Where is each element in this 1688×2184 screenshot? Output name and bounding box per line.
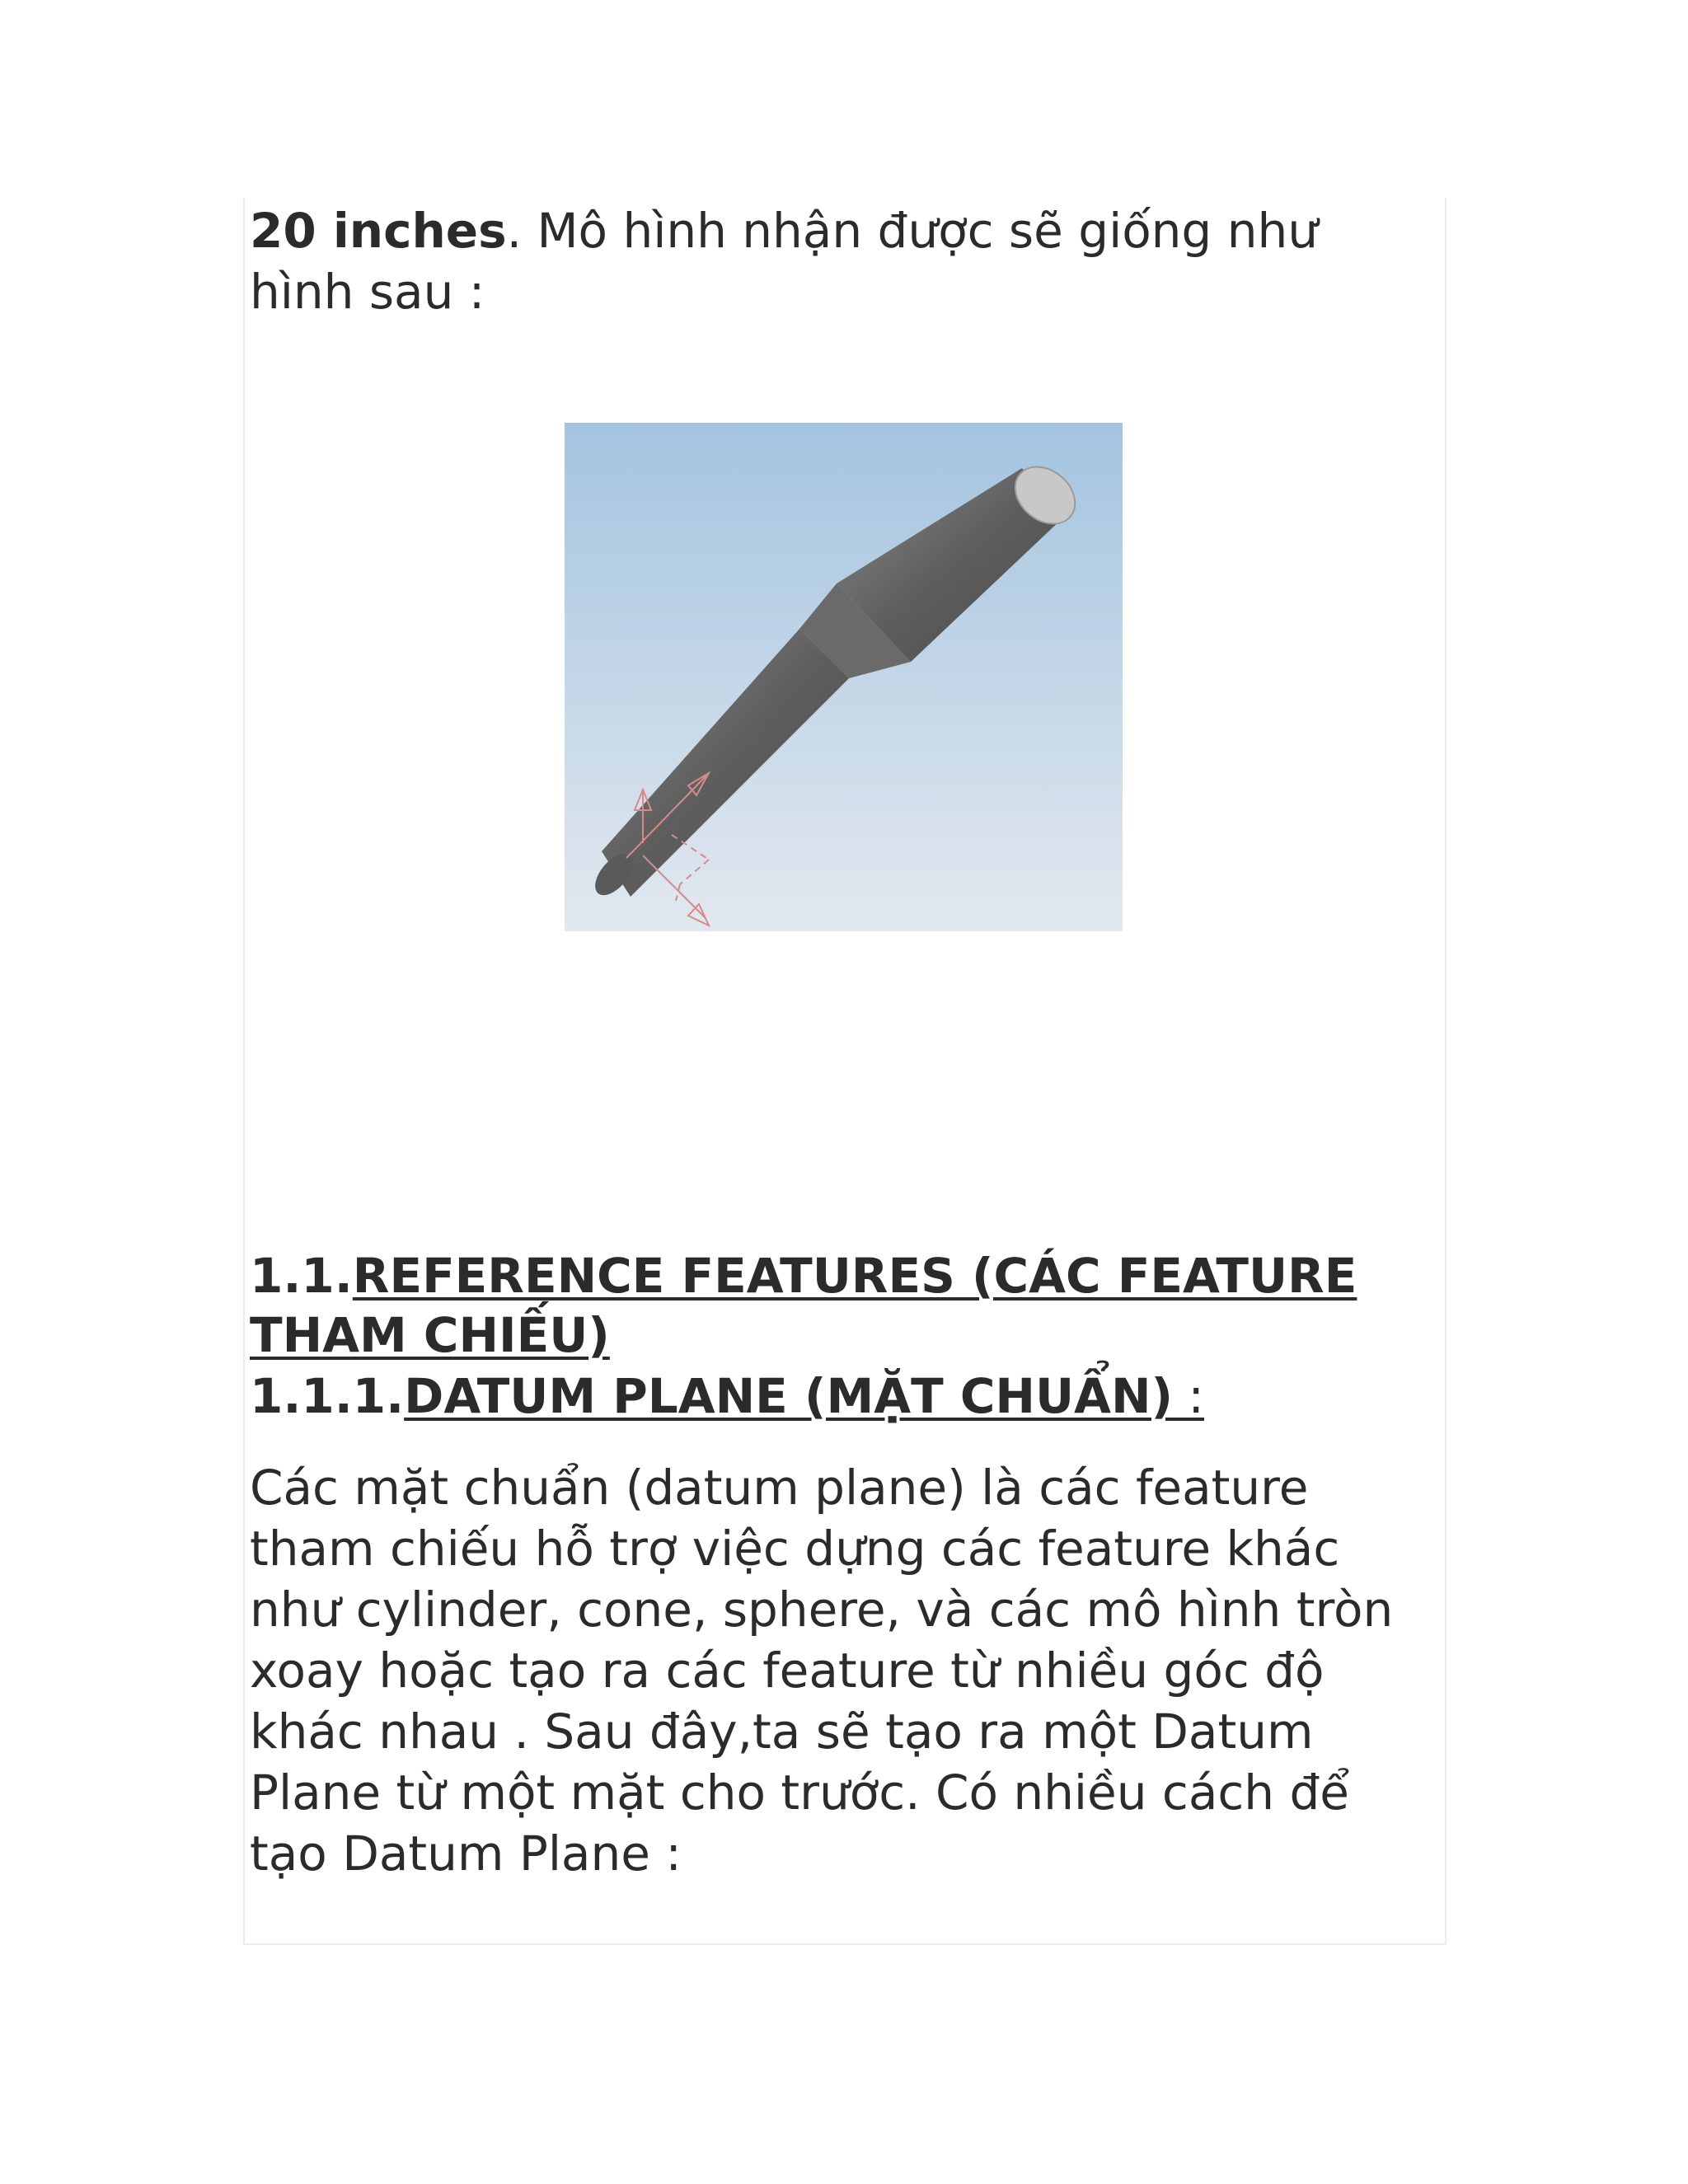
intro-bold: 20 inches [250, 203, 507, 259]
section-heading-1-1 [250, 1246, 1437, 1365]
intro-rest: . Mô hình nhận được sẽ giống như hình sau : [250, 203, 1318, 320]
section-heading-1-1-1 [250, 1366, 1437, 1426]
heading-2-number: 1.1.1. [250, 1368, 405, 1424]
rod-3d-model-image [565, 423, 1123, 931]
intro-text [250, 200, 1404, 322]
body-paragraph: Các mặt chuẩn (datum plane) là các feature tham chiếu hỗ trợ việc dựng các feature khác như cylinder, cone, sphere, và các mô hình tròn xoay hoặc tạo ra các feature từ nhiều góc độ khác nhau . Sau đây,ta sẽ tạo ra một Datum Plane từ một mặt cho trước. Có nhiều cách để tạo Datum Plane : [250, 1460, 1394, 1882]
heading-1-number: 1.1. [250, 1248, 353, 1304]
heading-2-title: DATUM PLANE (MẶT CHUẨN) [404, 1368, 1173, 1424]
heading-1-title: REFERENCE FEATURES (CÁC FEATURE THAM CHIẾU) [250, 1248, 1357, 1363]
heading-2-suffix: : [1173, 1368, 1204, 1424]
